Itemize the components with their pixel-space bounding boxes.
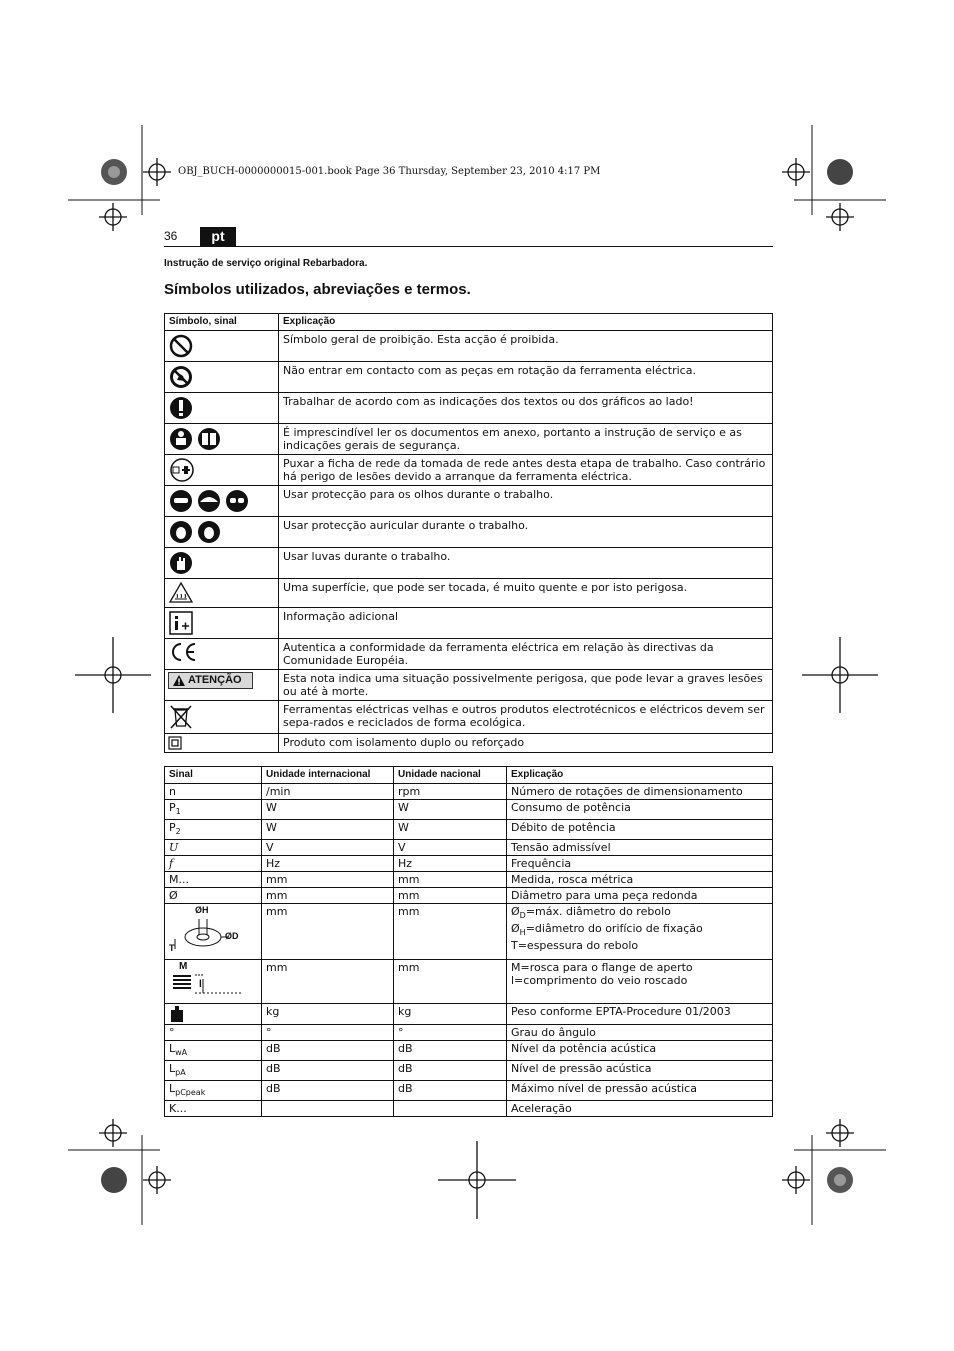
sign-cell [165,784,262,800]
sign-symbol: f [169,857,174,870]
symbols-table-header [165,314,773,331]
natl-unit-cell [394,1101,507,1117]
sign-subscript: 1 [175,807,181,816]
explanation-line [511,905,768,922]
explanation-cell [507,904,773,960]
explanation-line [511,961,768,974]
symbols-table-row [165,393,773,424]
symbol-cell [165,424,279,455]
symbol-cell [165,670,279,701]
sign-symbol: P [169,821,176,834]
intl-unit-cell: mm [262,904,394,960]
sign-subscript: 2 [175,827,181,836]
header-rule [164,246,773,247]
sign-cell [165,904,262,960]
hot-surface-icon [168,586,194,599]
icon-label-oh: ØH [195,905,209,915]
natl-unit-cell: rpm [394,784,507,800]
intl-unit-cell: Hz [262,856,394,872]
sign-symbol: K... [169,1102,187,1115]
explanation-cell: Medida, rosca métrica [507,872,773,888]
symbol-cell [165,362,279,393]
natl-unit-cell: V [394,840,507,856]
symbols-table-row [165,455,773,486]
intl-unit-cell [262,1101,394,1117]
icon-label-t: T [169,943,175,953]
symbols-table-row [165,579,773,608]
explanation-cell: Ferramentas eléctricas velhas e outros produtos electrotécnicos e eléctricos devem ser sepa-rados e reciclados de forma ecológica. [279,701,773,734]
symbols-table [164,313,773,753]
weee-bin-icon [168,710,194,723]
natl-unit-cell: dB [394,1041,507,1061]
sign-cell [165,1025,262,1041]
explanation-cell: Puxar a ficha de rede da tomada de rede antes desta etapa de trabalho. Caso contrário há perigo de lesões devido a arranque da ferramenta eléctrica. [279,455,773,486]
natl-unit-cell: dB [394,1061,507,1081]
gloves-icon [168,556,194,569]
symbols-table-row [165,362,773,393]
natl-unit-cell: kg [394,1004,507,1025]
sign-cell [165,872,262,888]
symbol-cell [165,393,279,424]
eye-protection-icon [168,494,250,507]
explanation-cell: Tensão admissível [507,840,773,856]
units-table-row [165,888,773,904]
symbol-cell [165,486,279,517]
symbols-table-row [165,701,773,734]
language-badge: pt [200,227,236,246]
line-text: =diâmetro do orifício de fixação [525,922,703,935]
natl-unit-cell: ° [394,1025,507,1041]
intl-unit-cell: W [262,800,394,820]
units-table-row [165,1061,773,1081]
units-table-row [165,800,773,820]
double-insulation-icon [168,736,182,749]
intl-unit-cell: dB [262,1061,394,1081]
natl-unit-cell: dB [394,1081,507,1101]
intl-unit-cell: V [262,840,394,856]
line-text: Ø [511,922,520,935]
units-table-row [165,1025,773,1041]
weight-icon [169,1007,185,1020]
explanation-cell: Aceleração [507,1101,773,1117]
sign-cell [165,888,262,904]
info-icon [168,616,194,629]
explanation-cell: Número de rotações de dimensionamento [507,784,773,800]
symbols-table-row [165,424,773,455]
explanation-cell: Débito de potência [507,820,773,840]
book-info-line: OBJ_BUCH-0000000015-001.book Page 36 Thursday, September 23, 2010 4:17 PM [178,166,601,177]
warning-label-icon [168,672,253,689]
symbols-table-row [165,639,773,670]
symbol-cell [165,579,279,608]
explanation-line [511,974,768,987]
symbol-cell [165,701,279,734]
symbol-cell [165,734,279,753]
intl-unit-cell: mm [262,960,394,1004]
line-text: =máx. diâmetro do rebolo [525,905,671,918]
symbol-cell [165,331,279,362]
units-table-row [165,1101,773,1117]
sign-symbol: Ø [169,889,178,902]
sign-symbol: L [169,1082,176,1095]
symbols-table-row [165,548,773,579]
header-natl-unit: Unidade nacional [394,767,507,784]
sign-cell [165,840,262,856]
section-title: Símbolos utilizados, abreviações e termos. [164,281,471,298]
intl-unit-cell: W [262,820,394,840]
explanation-line [511,922,768,939]
sign-cell [165,1061,262,1081]
sign-subscript: pCpeak [175,1088,206,1097]
header-explanation: Explicação [507,767,773,784]
explanation-cell: Diâmetro para uma peça redonda [507,888,773,904]
intl-unit-cell: mm [262,872,394,888]
explanation-cell: Usar protecção auricular durante o trabalho. [279,517,773,548]
line-text: T=espessura do rebolo [511,939,639,952]
symbols-table-row [165,608,773,639]
units-table-row [165,904,773,960]
explanation-cell [507,960,773,1004]
symbol-cell [165,608,279,639]
sign-symbol: U [169,841,179,854]
explanation-cell: Grau do ângulo [507,1025,773,1041]
sign-subscript: wA [175,1048,188,1057]
symbols-table-row [165,331,773,362]
units-table-row [165,1081,773,1101]
sign-symbol: ° [169,1026,175,1039]
sign-symbol: L [169,1042,176,1055]
explanation-cell: Uma superfície, que pode ser tocada, é muito quente e por isto perigosa. [279,579,773,608]
sign-subscript: pA [175,1068,186,1077]
units-table-row [165,1004,773,1025]
units-table-row [165,784,773,800]
intl-unit-cell: ° [262,1025,394,1041]
line-text: l=comprimento do veio roscado [511,974,688,987]
explanation-cell: Nível da potência acústica [507,1041,773,1061]
prohibition-icon [168,339,194,352]
explanation-line [511,939,768,952]
natl-unit-cell: mm [394,904,507,960]
explanation-cell: Informação adicional [279,608,773,639]
header-symbol: Símbolo, sinal [165,314,279,331]
icon-label-m: M [179,961,188,972]
symbol-cell [165,455,279,486]
explanation-cell: Peso conforme EPTA-Procedure 01/2003 [507,1004,773,1025]
no-touch-rotating-icon [168,370,194,383]
explanation-cell: Autentica a conformidade da ferramenta eléctrica em relação às directivas da Comunidade Européia. [279,639,773,670]
natl-unit-cell: Hz [394,856,507,872]
spindle-thread-icon [169,961,243,999]
ear-protection-icon [168,525,222,538]
explanation-cell: Trabalhar de acordo com as indicações dos textos ou dos gráficos ao lado! [279,393,773,424]
intl-unit-cell: dB [262,1081,394,1101]
explanation-cell: Não entrar em contacto com as peças em rotação da ferramenta eléctrica. [279,362,773,393]
sign-symbol: P [169,801,176,814]
disc-dimensions-icon [169,905,243,955]
ce-mark-icon [168,645,198,658]
sign-symbol: n [169,785,176,798]
symbols-table-row [165,670,773,701]
line-text: M=rosca para o flange de aperto [511,961,693,974]
symbols-table-row [165,486,773,517]
icon-label-od: ØD [225,931,239,941]
sign-cell [165,960,262,1004]
explanation-cell: Usar protecção para os olhos durante o trabalho. [279,486,773,517]
line-text: Ø [511,905,520,918]
sign-cell [165,1101,262,1117]
sign-cell [165,800,262,820]
explanation-cell: É imprescindível ler os documentos em anexo, portanto a instrução de serviço e as indicações gerais de segurança. [279,424,773,455]
symbol-cell [165,517,279,548]
symbols-table-row [165,734,773,753]
natl-unit-cell: W [394,820,507,840]
units-table-header [165,767,773,784]
natl-unit-cell: W [394,800,507,820]
natl-unit-cell: mm [394,872,507,888]
mandatory-exclamation-icon [168,401,194,414]
intl-unit-cell: /min [262,784,394,800]
icon-label-l: l [199,979,202,990]
natl-unit-cell: mm [394,960,507,1004]
units-table-row [165,1041,773,1061]
sign-cell [165,1041,262,1061]
intl-unit-cell: mm [262,888,394,904]
symbol-cell [165,548,279,579]
page-number: 36 [164,229,178,243]
units-table-row [165,856,773,872]
units-table-row [165,872,773,888]
explanation-cell: Esta nota indica uma situação possivelmente perigosa, que pode levar a graves lesões ou até à morte. [279,670,773,701]
explanation-cell: Símbolo geral de proibição. Esta acção é proibida. [279,331,773,362]
units-table-row [165,960,773,1004]
header-explanation: Explicação [279,314,773,331]
sign-cell [165,1081,262,1101]
explanation-cell: Nível de pressão acústica [507,1061,773,1081]
line-subscript: D [519,911,526,920]
sign-cell [165,1004,262,1025]
header-sign: Sinal [165,767,262,784]
natl-unit-cell: mm [394,888,507,904]
warning-label-text: ATENÇÃO [188,674,242,686]
units-table [164,766,773,1117]
intl-unit-cell: dB [262,1041,394,1061]
units-table-row [165,840,773,856]
sign-symbol: M... [169,873,189,886]
explanation-cell: Máximo nível de pressão acústica [507,1081,773,1101]
symbol-cell [165,639,279,670]
sign-symbol: L [169,1062,176,1075]
document-subtitle: Instrução de serviço original Rebarbadora. [164,258,368,269]
header-intl-unit: Unidade internacional [262,767,394,784]
units-table-row [165,820,773,840]
sign-cell [165,820,262,840]
explanation-cell: Produto com isolamento duplo ou reforçado [279,734,773,753]
read-manual-icon [168,432,222,445]
unplug-icon [168,463,196,476]
explanation-cell: Consumo de potência [507,800,773,820]
explanation-cell: Frequência [507,856,773,872]
line-subscript: H [519,928,526,937]
symbols-table-row [165,517,773,548]
sign-cell [165,856,262,872]
intl-unit-cell: kg [262,1004,394,1025]
explanation-cell: Usar luvas durante o trabalho. [279,548,773,579]
